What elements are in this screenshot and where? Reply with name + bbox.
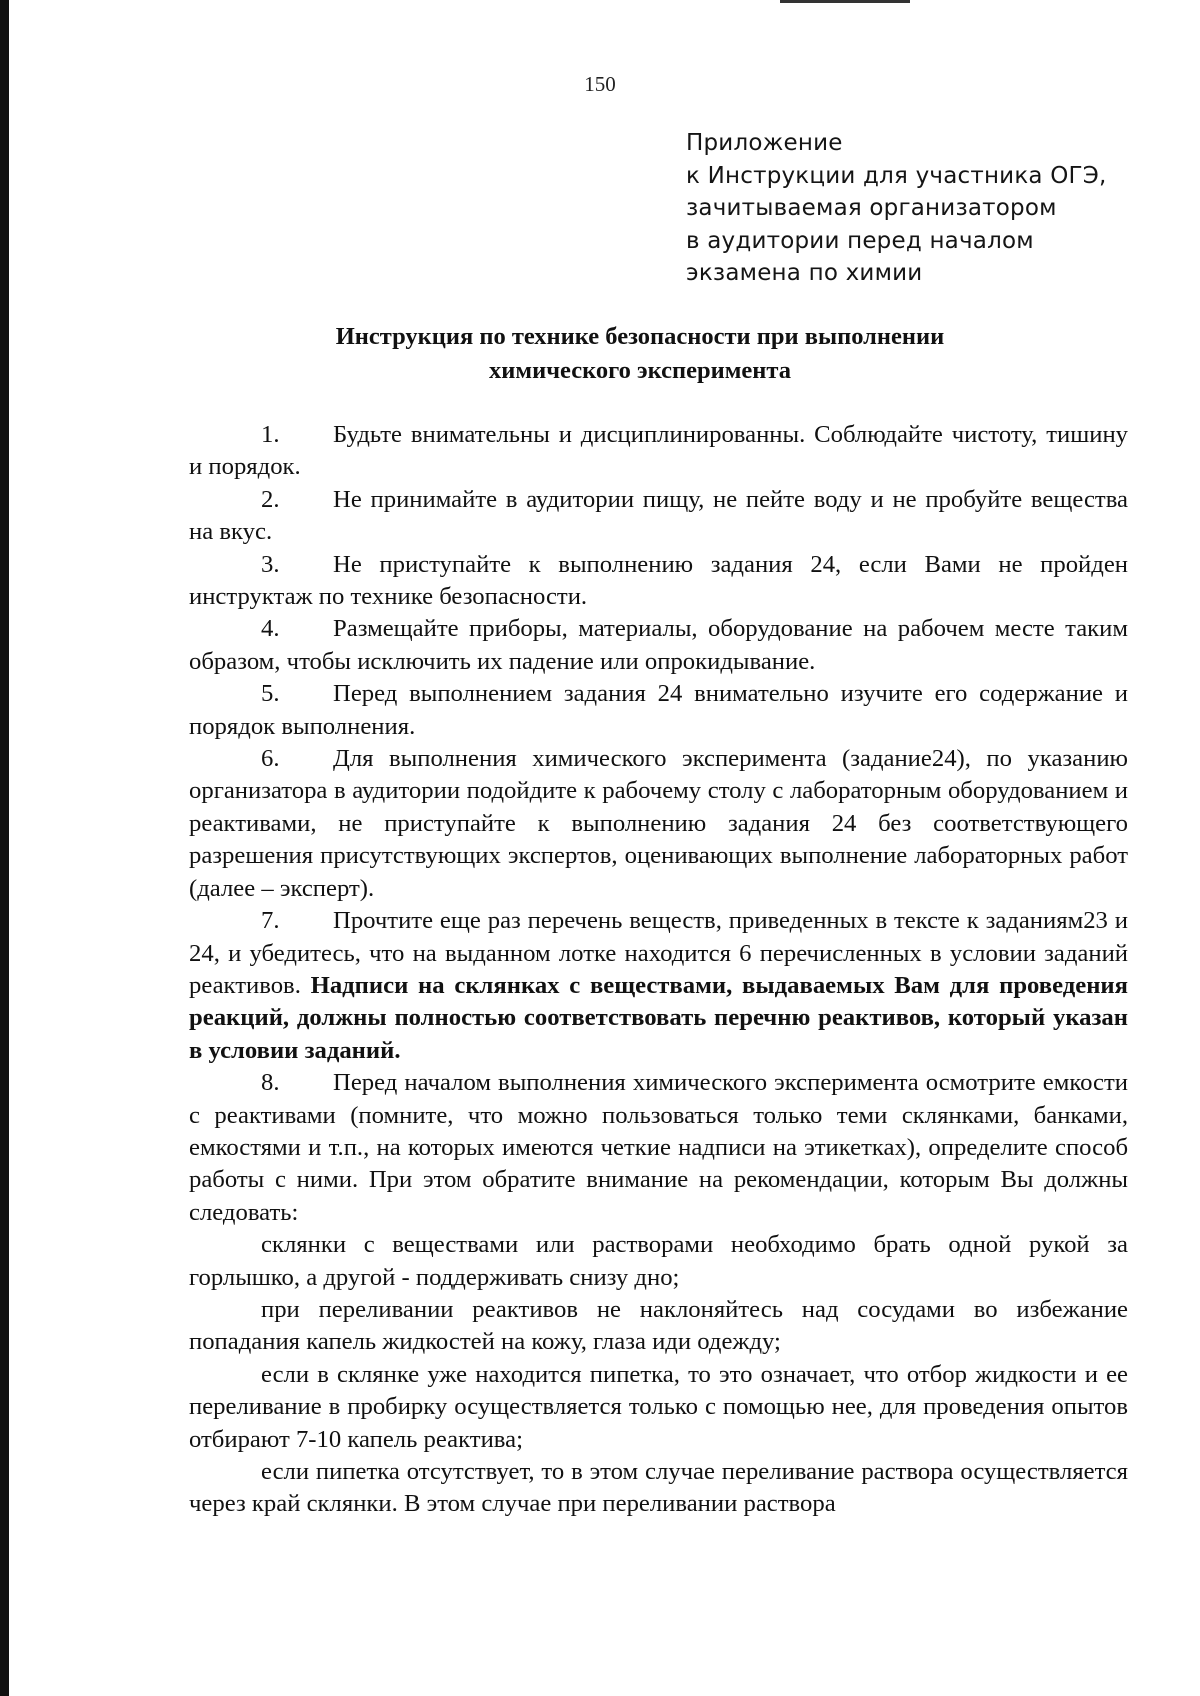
recommendation-paragraph: если в склянке уже находится пипетка, то это означает, что отбор жидкости и ее переливание в пробирку осуществляется только с помощью нее, для проведения опытов отбирают 7-10 капель реактива;: [189, 1360, 1128, 1453]
item-number: 5.: [261, 680, 280, 708]
appendix-line: в аудитории перед началом: [686, 227, 1034, 254]
appendix-line: экзамена по химии: [686, 260, 923, 286]
item-number: 7.: [261, 907, 280, 935]
item-number: 6.: [261, 745, 280, 773]
appendix-line: к Инструкции для участника ОГЭ,: [686, 162, 1107, 189]
item-number: 4.: [261, 615, 280, 643]
appendix-line: Приложение: [686, 130, 843, 156]
page-number: 150: [584, 72, 616, 96]
title-line: химического эксперимента: [489, 357, 791, 384]
item-text: Перед выполнением задания 24 внимательно изучите его содержание и порядок выполнения.: [189, 680, 1128, 740]
appendix-line: зачитываемая организатором: [686, 195, 1057, 221]
list-item: [189, 484, 1128, 549]
item-text: Не принимайте в аудитории пищу, не пейте воду и не пробуйте вещества на вкус.: [189, 485, 1128, 546]
list-item: [189, 905, 1128, 1067]
title-line: Инструкция по технике безопасности при выполнении: [335, 323, 945, 350]
item-bold-text: Надписи на склянках с веществами, выдаваемых Вам для проведения реакций, должны полностью соответствовать перечню реактивов, который указан в условии заданий.: [189, 971, 1129, 1064]
item-text: Размещайте приборы, материалы, оборудование на рабочем месте таким образом, чтобы исключить их падение или опрокидывание.: [189, 615, 1128, 675]
recommendation-paragraph: при переливании реактивов не наклоняйтесь над сосудами во избежание попадания капель жидкостей на кожу, глаза иди одежду;: [189, 1295, 1128, 1356]
instruction-body: [189, 419, 1128, 1521]
scan-top-mark: [780, 0, 910, 3]
list-item: [189, 678, 1128, 743]
recommendation-paragraph: если пипетка отсутствует, то в этом случае переливание раствора осуществляется через край склянки. В этом случае при переливании раствора: [189, 1458, 1128, 1518]
list-item: [189, 1067, 1128, 1229]
item-number: 3.: [261, 550, 280, 578]
list-item: [189, 613, 1128, 678]
appendix-header: [686, 127, 1107, 290]
item-number: 8.: [261, 1069, 280, 1097]
item-text: Для выполнения химического эксперимента (задание24), по указанию организатора в аудитории подойдите к рабочему столу с лабораторным оборудованием и реактивами, не приступайте к выполнению задания 24 без соответствующего разрешения присутствующих экспертов, оценивающих выполнение лабораторных работ (далее – эксперт).: [189, 745, 1128, 902]
recommendation-paragraph: склянки с веществами или растворами необходимо брать одной рукой за горлышко, а другой - поддерживать снизу дно;: [189, 1231, 1128, 1291]
item-text: Будьте внимательны и дисциплинированны. Соблюдайте чистоту, тишину и порядок.: [189, 421, 1128, 481]
scan-left-edge: [0, 0, 9, 1696]
list-item: [189, 419, 1128, 484]
item-text: Перед началом выполнения химического эксперимента осмотрите емкости с реактивами (помните, что можно пользоваться только теми склянками, банками, емкостями и т.п., на которых имеются четкие надписи на этикетках), определите способ работы с ними. При этом обратите внимание на рекомендации, которым Вы должны следовать:: [189, 1069, 1128, 1226]
item-number: 2.: [261, 485, 280, 513]
list-item: [189, 549, 1128, 614]
list-item: [189, 743, 1128, 905]
item-text: Не приступайте к выполнению задания 24, если Вами не пройден инструктаж по технике безопасности.: [189, 550, 1128, 611]
item-number: 1.: [261, 421, 280, 448]
item-text: Прочтите еще раз перечень веществ, приведенных в тексте к заданиям23 и 24, и убедитесь, что на выданном лотке находится 6 перечисленных в условии заданий реактивов.: [189, 907, 1128, 999]
document-title: [190, 320, 1090, 388]
